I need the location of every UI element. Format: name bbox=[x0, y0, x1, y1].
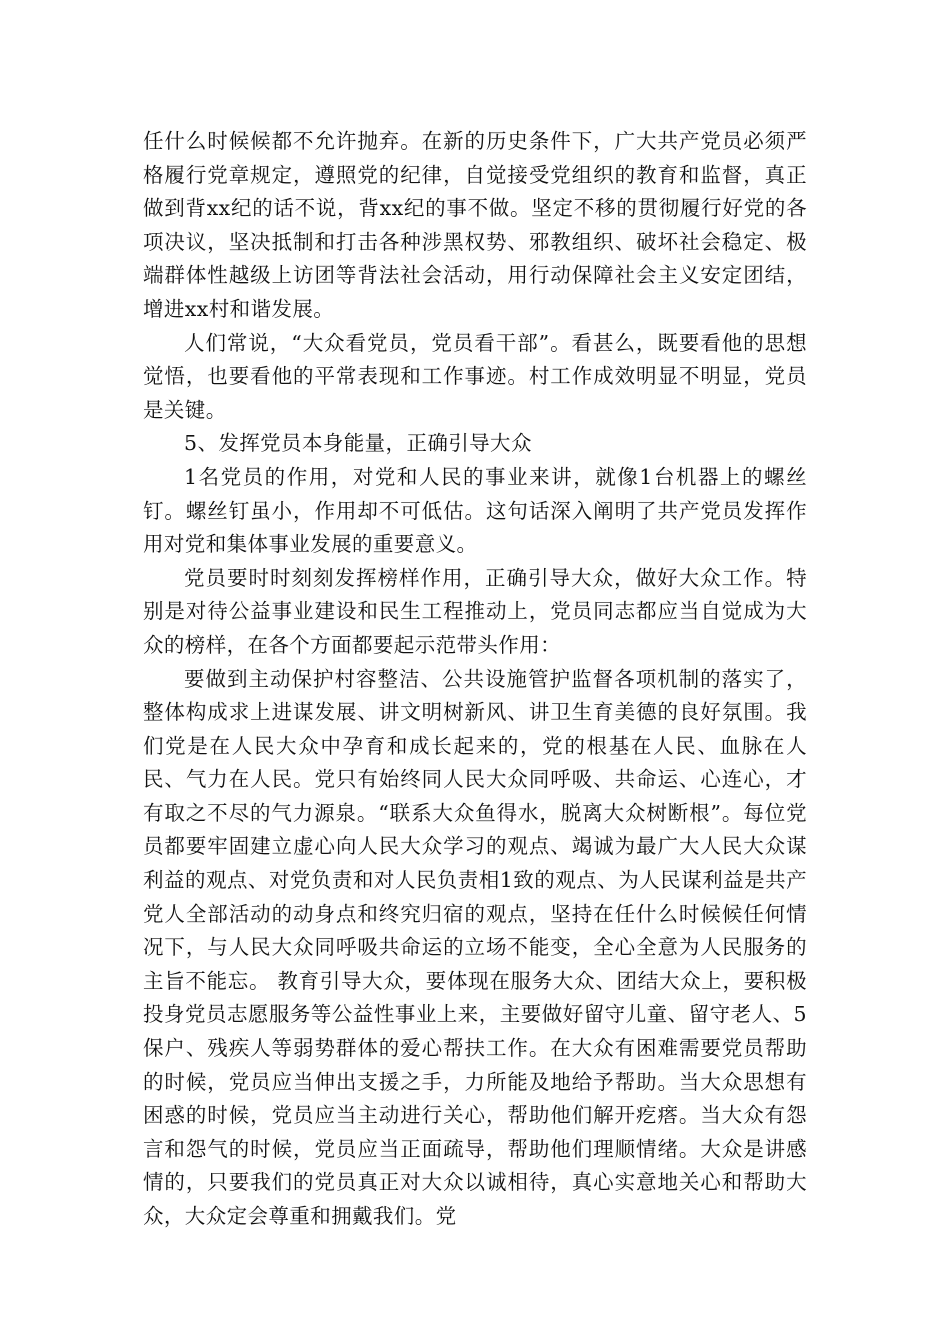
paragraph-continuation: 任什么时候候都不允许抛弃。在新的历史条件下，广大共产党员必须严格履行党章规定，遵照党的纪律，自觉接受党组织的教育和监督，真正做到背xx纪的话不说，背xx纪的事不做。坚定不移的贯彻履行好党的各项决议，坚决抵制和打击各种涉黑权势、邪教组织、破坏社会稳定、极端群体性越级上访团等背法社会活动，用行动保障社会主义安定团结，增进xx村和谐发展。 bbox=[143, 129, 807, 321]
document-page bbox=[143, 125, 807, 1234]
paragraph: 党员要时时刻刻发挥榜样作用，正确引导大众，做好大众工作。特别是对待公益事业建设和民生工程推动上，党员同志都应当自觉成为大众的榜样，在各个方面都要起示范带头作用： bbox=[143, 565, 807, 657]
paragraph: 要做到主动保护村容整洁、公共设施管护监督各项机制的落实了，整体构成求上进谋发展、讲文明树新风、讲卫生育美德的良好氛围。我们党是在人民大众中孕育和成长起来的，党的根基在人民、血脉在人民、气力在人民。党只有始终同人民大众同呼吸、共命运、心连心，才有取之不尽的气力源泉。“联系大众鱼得水，脱离大众树断根”。每位党员都要牢固建立虚心向人民大众学习的观点、竭诚为最广大人民大众谋利益的观点、对党负责和对人民负责相1致的观点、为人民谋利益是共产党人全部活动的动身点和终究归宿的观点，坚持在任什么时候候任何情况下，与人民大众同呼吸共命运的立场不能变，全心全意为人民服务的主旨不能忘。 教育引导大众，要体现在服务大众、团结大众上，要积极投身党员志愿服务等公益性事业上来，主要做好留守儿童、留守老人、5保户、残疾人等弱势群体的爱心帮扶工作。在大众有困难需要党员帮助的时候，党员应当伸出支援之手，力所能及地给予帮助。当大众思想有困惑的时候，党员应当主动进行关心，帮助他们解开疙瘩。当大众有怨言和怨气的时候，党员应当正面疏导，帮助他们理顺情绪。大众是讲感情的，只要我们的党员真正对大众以诚相待，真心实意地关心和帮助大众，大众定会尊重和拥戴我们。党 bbox=[143, 666, 807, 1228]
paragraph: 人们常说，“大众看党员，党员看干部”。看甚么，既要看他的思想觉悟，也要看他的平常表现和工作事迹。村工作成效明显不明显，党员是关键。 bbox=[143, 330, 807, 422]
paragraph: 1名党员的作用，对党和人民的事业来讲，就像1台机器上的螺丝钉。螺丝钉虽小，作用却不可低估。这句话深入阐明了共产党员发挥作用对党和集体事业发展的重要意义。 bbox=[143, 464, 807, 557]
section-heading: 5、发挥党员本身能量，正确引导大众 bbox=[184, 431, 532, 456]
